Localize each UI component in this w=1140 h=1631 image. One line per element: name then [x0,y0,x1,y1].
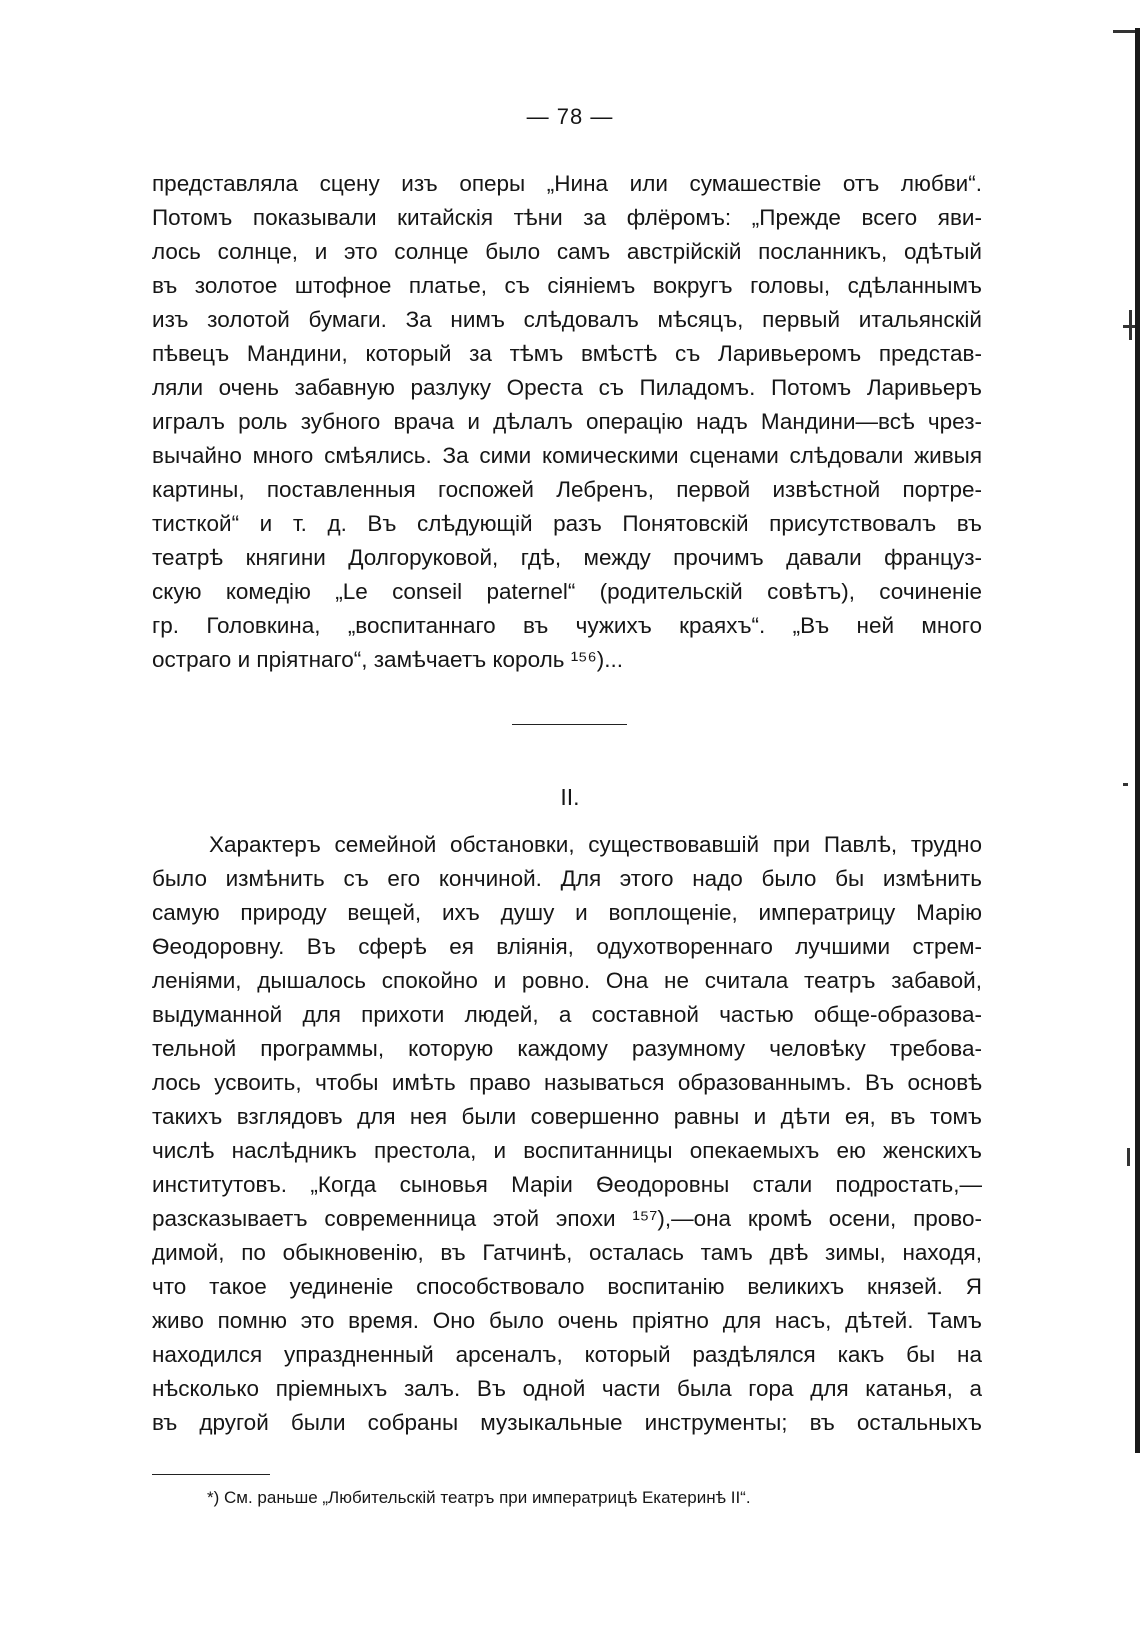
text-line: что такое уединеніе способствовало воспитанію великихъ князей. Я [152,1274,982,1299]
text-line: вычайно много смѣялись. За сими комическими сценами слѣдовали живыя [152,443,982,468]
footnote-rule [152,1474,270,1475]
text-line: выдуманной для прихоти людей, а составной частью обще-образова- [152,1002,982,1027]
text-line: театрѣ княгини Долгоруковой, гдѣ, между прочимъ давали француз- [152,545,982,570]
page-number: — 78 — [526,104,614,129]
text-line: числѣ наслѣдникъ престола, и воспитанницы опекаемыхъ ею женскихъ [152,1138,982,1163]
text-line: институтовъ. „Когда сыновья Маріи Ѳеодоровны стали подростать,— [152,1172,982,1197]
text-line: нѣсколько пріемныхъ залъ. Въ одной части была гора для катанья, а [152,1376,982,1401]
text-line: скую комедію „Le conseil paternel“ (родительскій совѣтъ), сочиненіе [152,579,982,604]
scan-edge-bar [1135,28,1140,1453]
text-line: димой, по обыкновенію, въ Гатчинѣ, осталась тамъ двѣ зимы, находя, [152,1240,982,1265]
text-line: живо помню это время. Оно было очень пріятно для насъ, дѣтей. Тамъ [152,1308,982,1333]
text-line: въ другой были собраны музыкальные инструменты; въ остальныхъ [152,1410,982,1435]
text-line: находился упраздненный арсеналъ, который раздѣлялся какъ бы на [152,1342,982,1367]
paragraph-1 [152,167,982,677]
text-line: остраго и пріятнаго“, замѣчаетъ король ¹⁵⁶)... [152,647,624,672]
text-line: самую природу вещей, ихъ душу и воплощеніе, императрицу Марію [152,900,982,925]
text-line: Ѳеодоровну. Въ сферѣ ея вліянія, одухотвореннаго лучшими стрем- [152,934,982,959]
scan-edge-mark [1129,310,1132,340]
paragraph-2 [152,828,982,1440]
text-line: ляли очень забавную разлуку Ореста съ Пиладомъ. Потомъ Ларивьеръ [152,375,982,400]
scan-edge-mark [1113,30,1135,33]
text-line: Потомъ показывали китайскія тѣни за флёромъ: „Прежде всего яви- [152,205,982,230]
text-line: пѣвецъ Мандини, который за тѣмъ вмѣстѣ съ Ларивьеромъ представ- [152,341,982,366]
text-line: разсказываетъ современница этой эпохи ¹⁵⁷),—она кромѣ осени, прово- [152,1206,982,1231]
text-line: Характеръ семейной обстановки, существовавшій при Павлѣ, трудно [209,832,982,857]
footnote: *) См. раньше „Любительскій театръ при императрицѣ Екатеринѣ II“. [207,1488,751,1507]
text-line: было измѣнить съ его кончиной. Для этого надо было бы измѣнить [152,866,982,891]
text-line: такихъ взглядовъ для нея были совершенно равны и дѣти ея, въ томъ [152,1104,982,1129]
scan-edge-mark [1127,1148,1130,1166]
text-line: изъ золотой бумаги. За нимъ слѣдовалъ мѣсяцъ, первый итальянскій [152,307,982,332]
text-line: тельной программы, которую каждому разумному человѣку требова- [152,1036,982,1061]
section-divider [512,724,627,725]
text-line: леніями, дышалось спокойно и ровно. Она не считала театръ забавой, [152,968,982,993]
section-heading: II. [560,784,580,810]
text-line: лось солнце, и это солнце было самъ австрійскій посланникъ, одѣтый [152,239,982,264]
text-line: лось усвоить, чтобы имѣть право называться образованнымъ. Въ основѣ [152,1070,982,1095]
text-line: въ золотое штофное платье, съ сіяніемъ вокругъ головы, сдѣланнымъ [152,273,982,298]
text-line: представляла сцену изъ оперы „Нина или сумашествіе отъ любви“. [152,171,982,196]
scan-edge-mark [1123,783,1128,786]
text-line: гр. Головкина, „воспитаннаго въ чужихъ краяхъ“. „Въ ней много [152,613,982,638]
text-line: игралъ роль зубного врача и дѣлалъ операцію надъ Мандини—всѣ чрез- [152,409,982,434]
text-line: тисткой“ и т. д. Въ слѣдующій разъ Понятовскій присутствовалъ въ [152,511,982,536]
text-line: картины, поставленныя госпожей Лебренъ, первой извѣстной портре- [152,477,982,502]
